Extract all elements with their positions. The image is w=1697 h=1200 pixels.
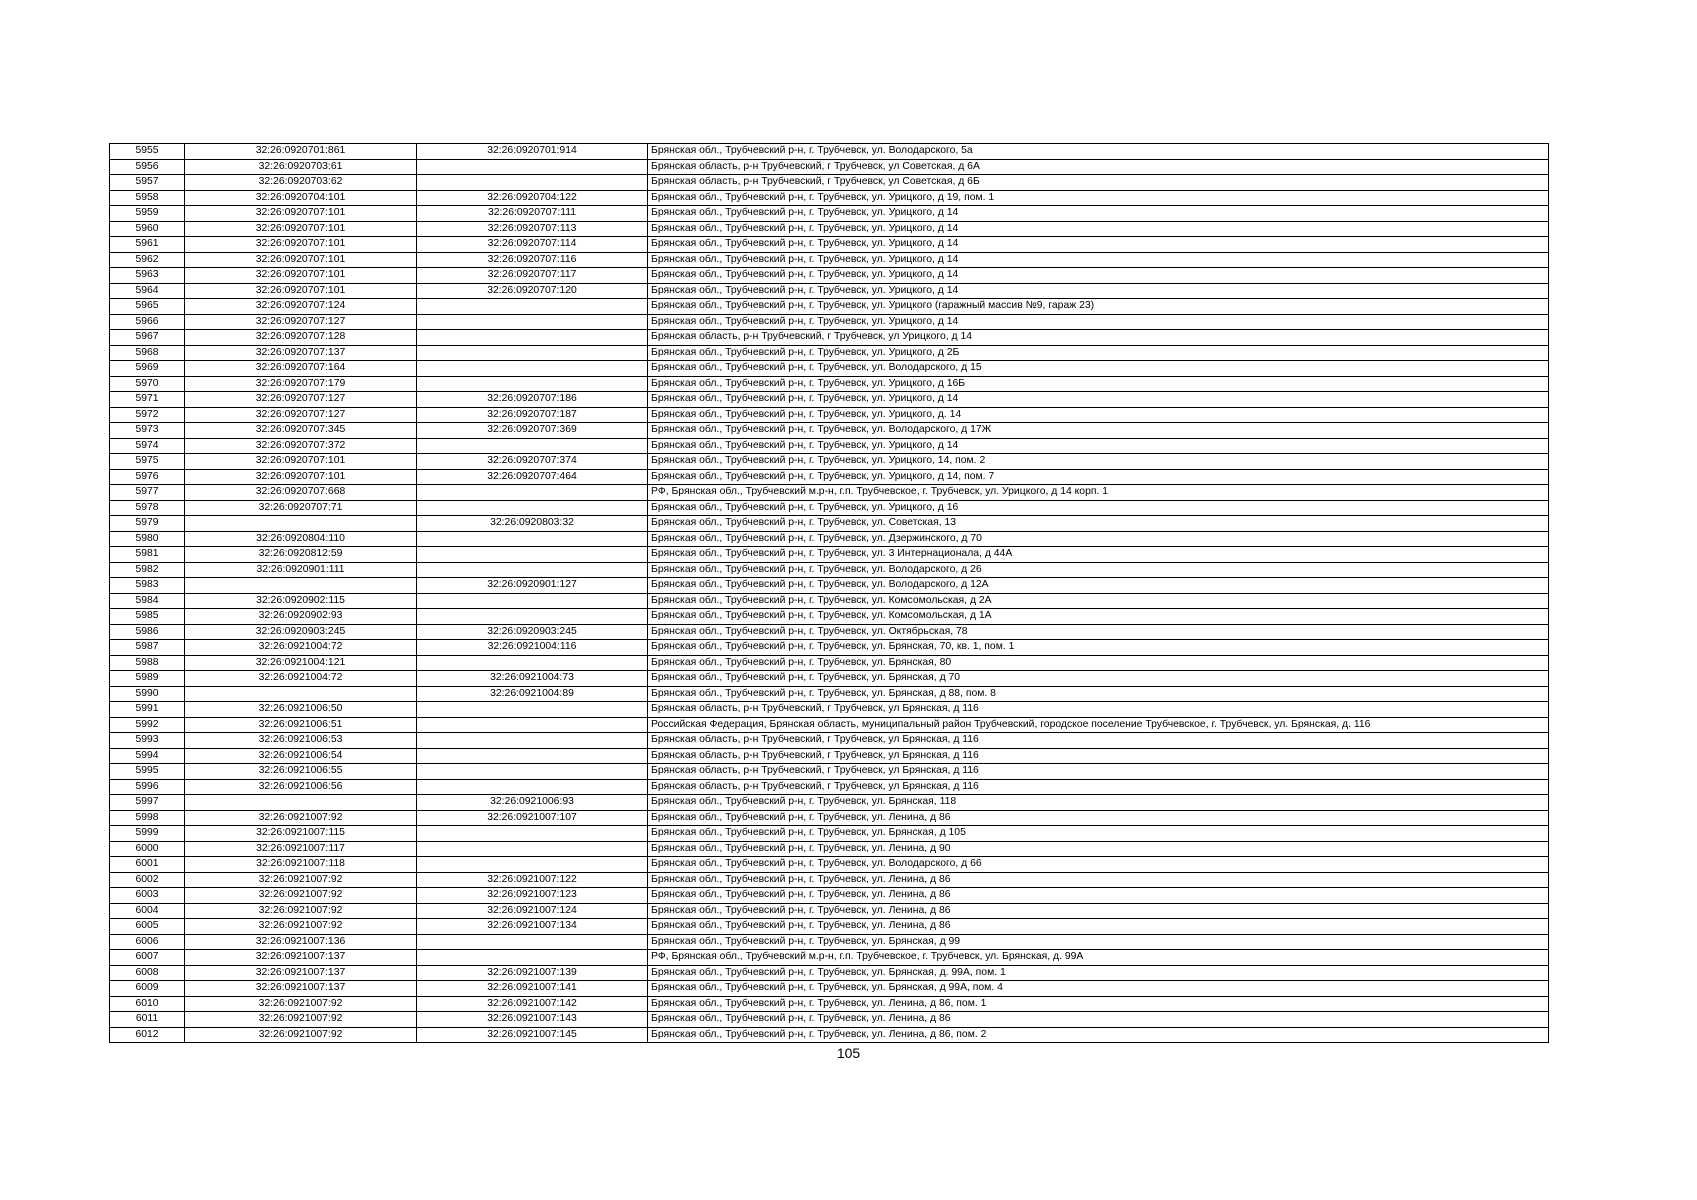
table-row bbox=[110, 578, 1549, 594]
building-number-cell: 32:26:0921007:122 bbox=[417, 872, 648, 888]
parcel-number-cell: 32:26:0920707:101 bbox=[185, 252, 417, 268]
parcel-number-cell: 32:26:0920804:110 bbox=[185, 531, 417, 547]
address-cell: Брянская обл., Трубчевский р-н, г. Трубчевск, ул. Ленина, д 86 bbox=[648, 919, 1549, 935]
row-number-cell: 5990 bbox=[110, 686, 185, 702]
row-number-cell: 5981 bbox=[110, 547, 185, 563]
parcel-number-cell: 32:26:0921007:117 bbox=[185, 841, 417, 857]
row-number-cell: 5967 bbox=[110, 330, 185, 346]
address-cell: Брянская обл., Трубчевский р-н, г. Трубчевск, ул. Брянская, 118 bbox=[648, 795, 1549, 811]
parcel-number-cell: 32:26:0920901:111 bbox=[185, 562, 417, 578]
table-row bbox=[110, 562, 1549, 578]
address-cell: Брянская обл., Трубчевский р-н, г. Трубчевск, ул. Брянская, д 99А, пом. 4 bbox=[648, 981, 1549, 997]
table-row bbox=[110, 748, 1549, 764]
table-row bbox=[110, 376, 1549, 392]
address-cell: Брянская обл., Трубчевский р-н, г. Трубчевск, ул. Ленина, д 86, пом. 2 bbox=[648, 1027, 1549, 1043]
parcel-number-cell: 32:26:0921007:92 bbox=[185, 903, 417, 919]
building-number-cell: 32:26:0921007:139 bbox=[417, 965, 648, 981]
row-number-cell: 6000 bbox=[110, 841, 185, 857]
building-number-cell bbox=[417, 593, 648, 609]
address-cell: Брянская обл., Трубчевский р-н, г. Трубчевск, ул. Урицкого, д 14 bbox=[648, 438, 1549, 454]
address-cell: РФ, Брянская обл., Трубчевский м.р-н, г.п. Трубчевское, г. Трубчевск, ул. Брянская, д. 99А bbox=[648, 950, 1549, 966]
table-row bbox=[110, 221, 1549, 237]
table-row bbox=[110, 903, 1549, 919]
table-row bbox=[110, 175, 1549, 191]
table-row bbox=[110, 485, 1549, 501]
table-row bbox=[110, 190, 1549, 206]
building-number-cell: 32:26:0921006:93 bbox=[417, 795, 648, 811]
row-number-cell: 5995 bbox=[110, 764, 185, 780]
address-cell: Брянская обл., Трубчевский р-н, г. Трубчевск, ул. Урицкого, д 16 bbox=[648, 500, 1549, 516]
row-number-cell: 5963 bbox=[110, 268, 185, 284]
parcel-number-cell: 32:26:0920703:61 bbox=[185, 159, 417, 175]
row-number-cell: 5991 bbox=[110, 702, 185, 718]
row-number-cell: 6010 bbox=[110, 996, 185, 1012]
address-cell: Брянская обл., Трубчевский р-н, г. Трубчевск, ул. Урицкого, д 16Б bbox=[648, 376, 1549, 392]
address-cell: Брянская обл., Трубчевский р-н, г. Трубчевск, ул. Комсомольская, д 1А bbox=[648, 609, 1549, 625]
building-number-cell: 32:26:0920707:114 bbox=[417, 237, 648, 253]
table-row bbox=[110, 965, 1549, 981]
parcel-number-cell: 32:26:0920707:668 bbox=[185, 485, 417, 501]
row-number-cell: 6001 bbox=[110, 857, 185, 873]
address-cell: Брянская обл., Трубчевский р-н, г. Трубчевск, ул. Володарского, д 17Ж bbox=[648, 423, 1549, 439]
table-row bbox=[110, 702, 1549, 718]
building-number-cell bbox=[417, 175, 648, 191]
parcel-number-cell: 32:26:0920903:245 bbox=[185, 624, 417, 640]
building-number-cell: 32:26:0920707:120 bbox=[417, 283, 648, 299]
table-row bbox=[110, 981, 1549, 997]
table-row bbox=[110, 361, 1549, 377]
address-cell: Брянская обл., Трубчевский р-н, г. Трубчевск, ул. Урицкого, д 14, пом. 7 bbox=[648, 469, 1549, 485]
parcel-number-cell bbox=[185, 578, 417, 594]
building-number-cell: 32:26:0921007:143 bbox=[417, 1012, 648, 1028]
table-row bbox=[110, 1012, 1549, 1028]
parcel-number-cell: 32:26:0920707:101 bbox=[185, 206, 417, 222]
table-row bbox=[110, 640, 1549, 656]
building-number-cell bbox=[417, 485, 648, 501]
table-row bbox=[110, 299, 1549, 315]
parcel-number-cell: 32:26:0920707:127 bbox=[185, 392, 417, 408]
table-row bbox=[110, 423, 1549, 439]
building-number-cell bbox=[417, 702, 648, 718]
table-row bbox=[110, 237, 1549, 253]
building-number-cell: 32:26:0920707:111 bbox=[417, 206, 648, 222]
parcel-number-cell: 32:26:0921007:118 bbox=[185, 857, 417, 873]
row-number-cell: 6011 bbox=[110, 1012, 185, 1028]
row-number-cell: 6009 bbox=[110, 981, 185, 997]
address-cell: РФ, Брянская обл., Трубчевский м.р-н, г.п. Трубчевское, г. Трубчевск, ул. Урицкого, д 14 корп. 1 bbox=[648, 485, 1549, 501]
address-cell: Брянская обл., Трубчевский р-н, г. Трубчевск, ул. Урицкого, д 14 bbox=[648, 283, 1549, 299]
building-number-cell bbox=[417, 547, 648, 563]
address-cell: Брянская обл., Трубчевский р-н, г. Трубчевск, ул. Октябрьская, 78 bbox=[648, 624, 1549, 640]
address-cell: Брянская область, р-н Трубчевский, г Трубчевск, ул Советская, д 6Б bbox=[648, 175, 1549, 191]
parcel-number-cell: 32:26:0921007:92 bbox=[185, 996, 417, 1012]
building-number-cell: 32:26:0920707:374 bbox=[417, 454, 648, 470]
parcel-number-cell: 32:26:0921007:137 bbox=[185, 981, 417, 997]
table-row bbox=[110, 624, 1549, 640]
building-number-cell: 32:26:0920701:914 bbox=[417, 144, 648, 160]
address-cell: Брянская обл., Трубчевский р-н, г. Трубчевск, ул. Урицкого, д 14 bbox=[648, 314, 1549, 330]
row-number-cell: 6003 bbox=[110, 888, 185, 904]
building-number-cell bbox=[417, 562, 648, 578]
table-row bbox=[110, 609, 1549, 625]
building-number-cell bbox=[417, 748, 648, 764]
address-cell: Брянская обл., Трубчевский р-н, г. Трубчевск, ул. Урицкого, д. 14 bbox=[648, 407, 1549, 423]
table-row bbox=[110, 531, 1549, 547]
building-number-cell: 32:26:0920707:187 bbox=[417, 407, 648, 423]
row-number-cell: 5992 bbox=[110, 717, 185, 733]
building-number-cell bbox=[417, 779, 648, 795]
building-number-cell: 32:26:0920803:32 bbox=[417, 516, 648, 532]
building-number-cell bbox=[417, 159, 648, 175]
building-number-cell bbox=[417, 376, 648, 392]
parcel-number-cell bbox=[185, 795, 417, 811]
row-number-cell: 5971 bbox=[110, 392, 185, 408]
address-cell: Брянская обл., Трубчевский р-н, г. Трубчевск, ул. Ленина, д 86 bbox=[648, 888, 1549, 904]
parcel-number-cell: 32:26:0921007:92 bbox=[185, 872, 417, 888]
building-number-cell: 32:26:0920707:464 bbox=[417, 469, 648, 485]
parcel-number-cell: 32:26:0921007:92 bbox=[185, 1012, 417, 1028]
table-row bbox=[110, 516, 1549, 532]
address-cell: Российская Федерация, Брянская область, муниципальный район Трубчевский, городское поселение Трубчевское, г. Трубчевск, ул. Брянская, д. 116 bbox=[648, 717, 1549, 733]
address-cell: Брянская обл., Трубчевский р-н, г. Трубчевск, ул. Брянская, д 70 bbox=[648, 671, 1549, 687]
row-number-cell: 5996 bbox=[110, 779, 185, 795]
table-row bbox=[110, 268, 1549, 284]
table-row bbox=[110, 934, 1549, 950]
row-number-cell: 5982 bbox=[110, 562, 185, 578]
address-cell: Брянская обл., Трубчевский р-н, г. Трубчевск, ул. Брянская, 70, кв. 1, пом. 1 bbox=[648, 640, 1549, 656]
table-row bbox=[110, 392, 1549, 408]
parcel-number-cell: 32:26:0920902:115 bbox=[185, 593, 417, 609]
address-cell: Брянская обл., Трубчевский р-н, г. Трубчевск, ул. Володарского, д 12А bbox=[648, 578, 1549, 594]
table-row bbox=[110, 407, 1549, 423]
row-number-cell: 5960 bbox=[110, 221, 185, 237]
building-number-cell: 32:26:0921007:124 bbox=[417, 903, 648, 919]
parcel-number-cell: 32:26:0920707:124 bbox=[185, 299, 417, 315]
parcel-number-cell: 32:26:0920902:93 bbox=[185, 609, 417, 625]
building-number-cell bbox=[417, 826, 648, 842]
row-number-cell: 5993 bbox=[110, 733, 185, 749]
table-row bbox=[110, 283, 1549, 299]
address-cell: Брянская обл., Трубчевский р-н, г. Трубчевск, ул. Урицкого, д 14 bbox=[648, 392, 1549, 408]
parcel-number-cell: 32:26:0920707:179 bbox=[185, 376, 417, 392]
building-number-cell bbox=[417, 314, 648, 330]
address-cell: Брянская область, р-н Трубчевский, г Трубчевск, ул Урицкого, д 14 bbox=[648, 330, 1549, 346]
table-row bbox=[110, 469, 1549, 485]
row-number-cell: 5999 bbox=[110, 826, 185, 842]
building-number-cell: 32:26:0920901:127 bbox=[417, 578, 648, 594]
row-number-cell: 5966 bbox=[110, 314, 185, 330]
row-number-cell: 5964 bbox=[110, 283, 185, 299]
building-number-cell: 32:26:0921007:134 bbox=[417, 919, 648, 935]
parcel-number-cell: 32:26:0921006:54 bbox=[185, 748, 417, 764]
address-cell: Брянская обл., Трубчевский р-н, г. Трубчевск, ул. Урицкого, д 14 bbox=[648, 206, 1549, 222]
row-number-cell: 6006 bbox=[110, 934, 185, 950]
parcel-number-cell: 32:26:0920707:101 bbox=[185, 237, 417, 253]
address-cell: Брянская обл., Трубчевский р-н, г. Трубчевск, ул. 3 Интернационала, д 44А bbox=[648, 547, 1549, 563]
address-cell: Брянская обл., Трубчевский р-н, г. Трубчевск, ул. Брянская, д 105 bbox=[648, 826, 1549, 842]
address-cell: Брянская обл., Трубчевский р-н, г. Трубчевск, ул. Урицкого, д 14 bbox=[648, 221, 1549, 237]
address-cell: Брянская обл., Трубчевский р-н, г. Трубчевск, ул. Ленина, д 86 bbox=[648, 1012, 1549, 1028]
building-number-cell bbox=[417, 733, 648, 749]
address-cell: Брянская обл., Трубчевский р-н, г. Трубчевск, ул. Советская, 13 bbox=[648, 516, 1549, 532]
building-number-cell bbox=[417, 764, 648, 780]
building-number-cell: 32:26:0921004:73 bbox=[417, 671, 648, 687]
address-cell: Брянская обл., Трубчевский р-н, г. Трубчевск, ул. Ленина, д 86, пом. 1 bbox=[648, 996, 1549, 1012]
parcel-number-cell: 32:26:0920707:101 bbox=[185, 283, 417, 299]
table-row bbox=[110, 795, 1549, 811]
address-cell: Брянская обл., Трубчевский р-н, г. Трубчевск, ул. Ленина, д 86 bbox=[648, 872, 1549, 888]
table-row bbox=[110, 593, 1549, 609]
table-row bbox=[110, 438, 1549, 454]
table-row bbox=[110, 144, 1549, 160]
registry-table-body bbox=[110, 144, 1549, 1043]
parcel-number-cell: 32:26:0920707:345 bbox=[185, 423, 417, 439]
row-number-cell: 5976 bbox=[110, 469, 185, 485]
table-row bbox=[110, 764, 1549, 780]
building-number-cell bbox=[417, 531, 648, 547]
parcel-number-cell: 32:26:0920707:137 bbox=[185, 345, 417, 361]
building-number-cell bbox=[417, 438, 648, 454]
parcel-number-cell: 32:26:0921007:92 bbox=[185, 810, 417, 826]
parcel-number-cell: 32:26:0921004:72 bbox=[185, 640, 417, 656]
parcel-number-cell: 32:26:0921006:55 bbox=[185, 764, 417, 780]
table-row bbox=[110, 872, 1549, 888]
address-cell: Брянская обл., Трубчевский р-н, г. Трубчевск, ул. Брянская, д 88, пом. 8 bbox=[648, 686, 1549, 702]
building-number-cell: 32:26:0920707:113 bbox=[417, 221, 648, 237]
parcel-number-cell: 32:26:0921006:53 bbox=[185, 733, 417, 749]
address-cell: Брянская обл., Трубчевский р-н, г. Трубчевск, ул. Ленина, д 86 bbox=[648, 810, 1549, 826]
building-number-cell bbox=[417, 609, 648, 625]
row-number-cell: 5977 bbox=[110, 485, 185, 501]
parcel-number-cell: 32:26:0920707:127 bbox=[185, 407, 417, 423]
row-number-cell: 5979 bbox=[110, 516, 185, 532]
parcel-number-cell: 32:26:0920707:128 bbox=[185, 330, 417, 346]
row-number-cell: 5956 bbox=[110, 159, 185, 175]
address-cell: Брянская обл., Трубчевский р-н, г. Трубчевск, ул. Дзержинского, д 70 bbox=[648, 531, 1549, 547]
address-cell: Брянская область, р-н Трубчевский, г Трубчевск, ул Брянская, д 116 bbox=[648, 764, 1549, 780]
table-row bbox=[110, 671, 1549, 687]
table-row bbox=[110, 888, 1549, 904]
row-number-cell: 6007 bbox=[110, 950, 185, 966]
row-number-cell: 5972 bbox=[110, 407, 185, 423]
table-row bbox=[110, 810, 1549, 826]
parcel-number-cell: 32:26:0921007:92 bbox=[185, 1027, 417, 1043]
page-number: 105 bbox=[836, 1045, 861, 1061]
building-number-cell: 32:26:0920707:369 bbox=[417, 423, 648, 439]
address-cell: Брянская обл., Трубчевский р-н, г. Трубчевск, ул. Урицкого, д 14 bbox=[648, 252, 1549, 268]
parcel-number-cell: 32:26:0920812:59 bbox=[185, 547, 417, 563]
building-number-cell: 32:26:0921007:141 bbox=[417, 981, 648, 997]
row-number-cell: 6005 bbox=[110, 919, 185, 935]
building-number-cell bbox=[417, 717, 648, 733]
address-cell: Брянская обл., Трубчевский р-н, г. Трубчевск, ул. Ленина, д 90 bbox=[648, 841, 1549, 857]
row-number-cell: 5980 bbox=[110, 531, 185, 547]
row-number-cell: 5994 bbox=[110, 748, 185, 764]
building-number-cell bbox=[417, 330, 648, 346]
parcel-number-cell bbox=[185, 516, 417, 532]
table-row bbox=[110, 547, 1549, 563]
row-number-cell: 5968 bbox=[110, 345, 185, 361]
row-number-cell: 5987 bbox=[110, 640, 185, 656]
table-row bbox=[110, 686, 1549, 702]
parcel-number-cell: 32:26:0920707:101 bbox=[185, 454, 417, 470]
table-row bbox=[110, 159, 1549, 175]
parcel-number-cell: 32:26:0921004:72 bbox=[185, 671, 417, 687]
table-row bbox=[110, 454, 1549, 470]
building-number-cell: 32:26:0921007:145 bbox=[417, 1027, 648, 1043]
row-number-cell: 5957 bbox=[110, 175, 185, 191]
row-number-cell: 5989 bbox=[110, 671, 185, 687]
row-number-cell: 5959 bbox=[110, 206, 185, 222]
address-cell: Брянская область, р-н Трубчевский, г Трубчевск, ул Брянская, д 116 bbox=[648, 748, 1549, 764]
address-cell: Брянская обл., Трубчевский р-н, г. Трубчевск, ул. Урицкого, 14, пом. 2 bbox=[648, 454, 1549, 470]
row-number-cell: 5973 bbox=[110, 423, 185, 439]
row-number-cell: 5986 bbox=[110, 624, 185, 640]
row-number-cell: 5961 bbox=[110, 237, 185, 253]
row-number-cell: 6012 bbox=[110, 1027, 185, 1043]
table-row bbox=[110, 733, 1549, 749]
row-number-cell: 6002 bbox=[110, 872, 185, 888]
row-number-cell: 5983 bbox=[110, 578, 185, 594]
address-cell: Брянская обл., Трубчевский р-н, г. Трубчевск, ул. Комсомольская, д 2А bbox=[648, 593, 1549, 609]
table-row bbox=[110, 252, 1549, 268]
parcel-number-cell: 32:26:0920707:101 bbox=[185, 469, 417, 485]
table-row bbox=[110, 500, 1549, 516]
parcel-number-cell: 32:26:0920703:62 bbox=[185, 175, 417, 191]
address-cell: Брянская обл., Трубчевский р-н, г. Трубчевск, ул. Урицкого (гаражный массив №9, гараж 23) bbox=[648, 299, 1549, 315]
row-number-cell: 5958 bbox=[110, 190, 185, 206]
address-cell: Брянская область, р-н Трубчевский, г Трубчевск, ул Брянская, д 116 bbox=[648, 702, 1549, 718]
parcel-number-cell: 32:26:0921006:51 bbox=[185, 717, 417, 733]
address-cell: Брянская обл., Трубчевский р-н, г. Трубчевск, ул. Брянская, д. 99А, пом. 1 bbox=[648, 965, 1549, 981]
building-number-cell: 32:26:0921007:107 bbox=[417, 810, 648, 826]
building-number-cell: 32:26:0921007:123 bbox=[417, 888, 648, 904]
building-number-cell: 32:26:0920707:186 bbox=[417, 392, 648, 408]
building-number-cell: 32:26:0921007:142 bbox=[417, 996, 648, 1012]
row-number-cell: 5975 bbox=[110, 454, 185, 470]
parcel-number-cell: 32:26:0921004:121 bbox=[185, 655, 417, 671]
table-row bbox=[110, 826, 1549, 842]
address-cell: Брянская обл., Трубчевский р-н, г. Трубчевск, ул. Урицкого, д 14 bbox=[648, 268, 1549, 284]
table-row bbox=[110, 345, 1549, 361]
building-number-cell bbox=[417, 345, 648, 361]
address-cell: Брянская обл., Трубчевский р-н, г. Трубчевск, ул. Володарского, д 15 bbox=[648, 361, 1549, 377]
parcel-number-cell: 32:26:0921007:92 bbox=[185, 919, 417, 935]
parcel-number-cell: 32:26:0920707:372 bbox=[185, 438, 417, 454]
row-number-cell: 5985 bbox=[110, 609, 185, 625]
building-number-cell bbox=[417, 299, 648, 315]
table-row bbox=[110, 717, 1549, 733]
building-number-cell bbox=[417, 655, 648, 671]
row-number-cell: 5970 bbox=[110, 376, 185, 392]
address-cell: Брянская обл., Трубчевский р-н, г. Трубчевск, ул. Володарского, 5а bbox=[648, 144, 1549, 160]
table-row bbox=[110, 655, 1549, 671]
parcel-number-cell: 32:26:0920707:127 bbox=[185, 314, 417, 330]
parcel-number-cell bbox=[185, 686, 417, 702]
row-number-cell: 5955 bbox=[110, 144, 185, 160]
parcel-number-cell: 32:26:0921006:56 bbox=[185, 779, 417, 795]
row-number-cell: 5974 bbox=[110, 438, 185, 454]
table-row bbox=[110, 841, 1549, 857]
table-row bbox=[110, 206, 1549, 222]
table-row bbox=[110, 314, 1549, 330]
address-cell: Брянская обл., Трубчевский р-н, г. Трубчевск, ул. Брянская, 80 bbox=[648, 655, 1549, 671]
parcel-number-cell: 32:26:0921007:92 bbox=[185, 888, 417, 904]
parcel-number-cell: 32:26:0921007:137 bbox=[185, 965, 417, 981]
parcel-number-cell: 32:26:0921007:136 bbox=[185, 934, 417, 950]
registry-table bbox=[109, 143, 1549, 1043]
address-cell: Брянская обл., Трубчевский р-н, г. Трубчевск, ул. Володарского, д 26 bbox=[648, 562, 1549, 578]
parcel-number-cell: 32:26:0920707:101 bbox=[185, 221, 417, 237]
parcel-number-cell: 32:26:0921007:115 bbox=[185, 826, 417, 842]
building-number-cell bbox=[417, 500, 648, 516]
row-number-cell: 5965 bbox=[110, 299, 185, 315]
parcel-number-cell: 32:26:0920707:101 bbox=[185, 268, 417, 284]
building-number-cell bbox=[417, 361, 648, 377]
address-cell: Брянская область, р-н Трубчевский, г Трубчевск, ул Брянская, д 116 bbox=[648, 733, 1549, 749]
row-number-cell: 5978 bbox=[110, 500, 185, 516]
building-number-cell bbox=[417, 857, 648, 873]
table-row bbox=[110, 1027, 1549, 1043]
parcel-number-cell: 32:26:0920701:861 bbox=[185, 144, 417, 160]
address-cell: Брянская обл., Трубчевский р-н, г. Трубчевск, ул. Брянская, д 99 bbox=[648, 934, 1549, 950]
row-number-cell: 5998 bbox=[110, 810, 185, 826]
parcel-number-cell: 32:26:0921007:137 bbox=[185, 950, 417, 966]
parcel-number-cell: 32:26:0920707:164 bbox=[185, 361, 417, 377]
table-row bbox=[110, 330, 1549, 346]
building-number-cell: 32:26:0920704:122 bbox=[417, 190, 648, 206]
building-number-cell bbox=[417, 934, 648, 950]
address-cell: Брянская обл., Трубчевский р-н, г. Трубчевск, ул. Ленина, д 86 bbox=[648, 903, 1549, 919]
table-row bbox=[110, 950, 1549, 966]
building-number-cell bbox=[417, 950, 648, 966]
building-number-cell: 32:26:0920707:117 bbox=[417, 268, 648, 284]
table-row bbox=[110, 919, 1549, 935]
address-cell: Брянская обл., Трубчевский р-н, г. Трубчевск, ул. Володарского, д 66 bbox=[648, 857, 1549, 873]
address-cell: Брянская обл., Трубчевский р-н, г. Трубчевск, ул. Урицкого, д 19, пом. 1 bbox=[648, 190, 1549, 206]
table-row bbox=[110, 996, 1549, 1012]
row-number-cell: 5984 bbox=[110, 593, 185, 609]
parcel-number-cell: 32:26:0920704:101 bbox=[185, 190, 417, 206]
address-cell: Брянская область, р-н Трубчевский, г Трубчевск, ул Советская, д 6А bbox=[648, 159, 1549, 175]
address-cell: Брянская обл., Трубчевский р-н, г. Трубчевск, ул. Урицкого, д 2Б bbox=[648, 345, 1549, 361]
table-row bbox=[110, 779, 1549, 795]
address-cell: Брянская область, р-н Трубчевский, г Трубчевск, ул Брянская, д 116 bbox=[648, 779, 1549, 795]
parcel-number-cell: 32:26:0921006:50 bbox=[185, 702, 417, 718]
row-number-cell: 5962 bbox=[110, 252, 185, 268]
row-number-cell: 5969 bbox=[110, 361, 185, 377]
row-number-cell: 6004 bbox=[110, 903, 185, 919]
row-number-cell: 5988 bbox=[110, 655, 185, 671]
parcel-number-cell: 32:26:0920707:71 bbox=[185, 500, 417, 516]
building-number-cell: 32:26:0920903:245 bbox=[417, 624, 648, 640]
row-number-cell: 5997 bbox=[110, 795, 185, 811]
building-number-cell bbox=[417, 841, 648, 857]
building-number-cell: 32:26:0921004:116 bbox=[417, 640, 648, 656]
table-row bbox=[110, 857, 1549, 873]
address-cell: Брянская обл., Трубчевский р-н, г. Трубчевск, ул. Урицкого, д 14 bbox=[648, 237, 1549, 253]
building-number-cell: 32:26:0921004:89 bbox=[417, 686, 648, 702]
building-number-cell: 32:26:0920707:116 bbox=[417, 252, 648, 268]
row-number-cell: 6008 bbox=[110, 965, 185, 981]
